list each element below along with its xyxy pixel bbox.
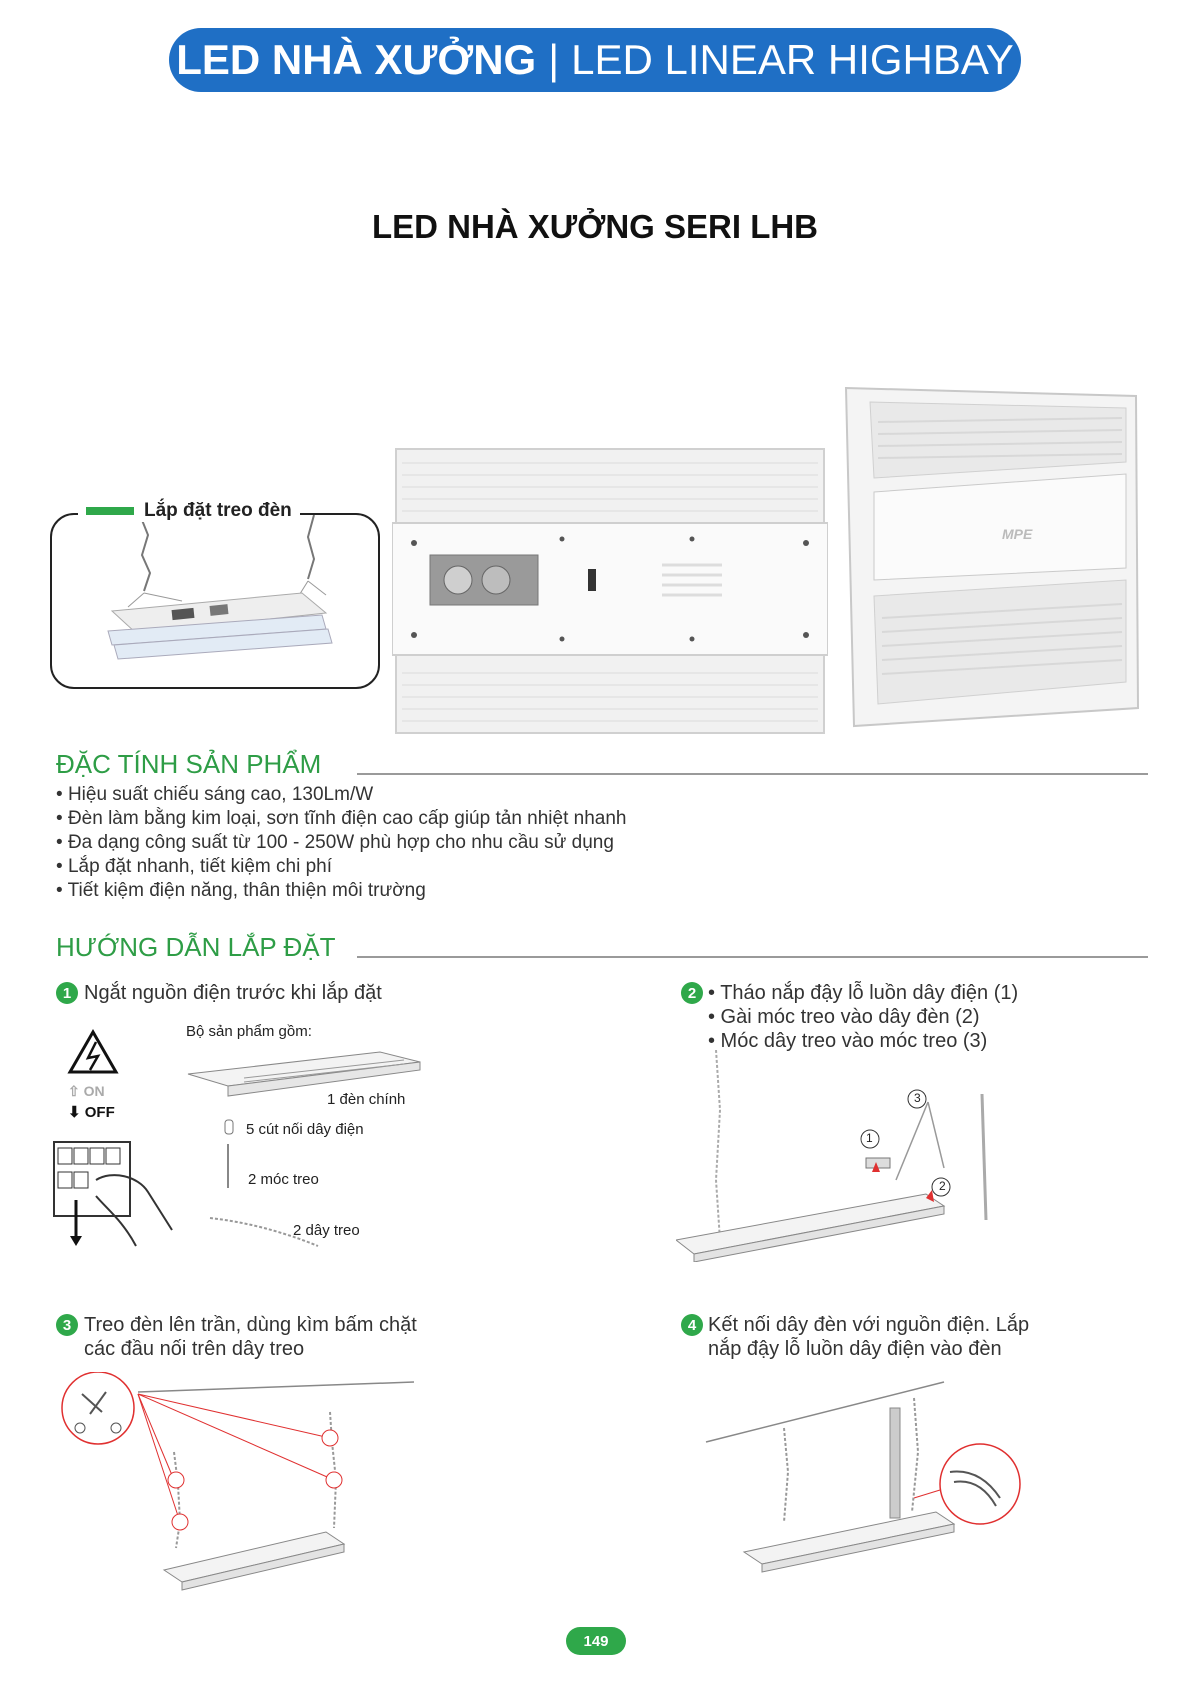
step-2-line-1: • Tháo nắp đậy lỗ luồn dây điện (1) [708,982,1019,1004]
step-4-line-1: Kết nối dây đèn với nguồn điện. Lắp [708,1314,1030,1336]
electric-warning-icon [66,1028,120,1076]
feature-item: • Tiết kiệm điện năng, thân thiện môi trường [56,879,626,903]
product-series-title: LED NHÀ XƯỞNG SERI LHB [371,208,819,245]
kit-item-main-lamp: 1 đèn chính [327,1091,406,1108]
install-label-wrap [78,500,300,522]
feature-item: • Đèn làm bằng kim loại, sơn tĩnh điện cao cấp giúp tản nhiệt nhanh [56,807,626,831]
step-3-illustration [54,1372,414,1594]
hanging-lamp-illustration [52,515,378,687]
step-2-number: 2 [681,982,703,1004]
hook-icon [222,1142,234,1190]
features-divider [357,773,1148,775]
step-2-illustration [676,1050,996,1262]
switch-on-label: ⇧ ON [68,1083,105,1099]
arrow-down-icon: ⬇ [68,1104,81,1121]
product-image-back [392,443,828,735]
step-4-line-2: nắp đậy lỗ luồn dây điện vào đèn [708,1338,1002,1360]
banner-bold-text: LED NHÀ XƯỞNG [176,36,537,83]
guide-divider [357,956,1148,958]
callout-3: 3 [914,1091,921,1105]
step-3-line-1: Treo đèn lên trần, dùng kìm bấm chặt [84,1314,417,1336]
wire-connector-icon [222,1118,236,1138]
install-label: Lắp đặt treo đèn [144,500,292,521]
step-4-number: 4 [681,1314,703,1336]
banner-separator: | [548,36,560,83]
page-number: 149 [566,1627,626,1655]
feature-item: • Đa dạng công suất từ 100 - 250W phù hợp cho nhu cầu sử dụng [56,831,626,855]
kit-item-hooks: 2 móc treo [248,1171,319,1188]
step-1-number: 1 [56,982,78,1004]
features-section-title: ĐẶC TÍNH SẢN PHẨM [56,749,322,779]
switch-off-label: ⬇ OFF [68,1104,115,1121]
kit-item-connectors: 5 cút nối dây điện [246,1121,364,1138]
feature-item: • Hiệu suất chiếu sáng cao, 130Lm/W [56,783,626,807]
arrow-up-icon: ⇧ [68,1083,80,1099]
kit-item-wires: 2 dây treo [293,1222,360,1239]
callout-2: 2 [939,1179,946,1193]
header-banner [169,28,1021,92]
green-accent-bar [86,507,134,515]
kit-title: Bộ sản phẩm gồm: [186,1023,312,1040]
feature-item: • Lắp đặt nhanh, tiết kiệm chi phí [56,855,626,879]
features-list [56,783,626,903]
step-4-illustration [704,1372,1024,1594]
step-3-number: 3 [56,1314,78,1336]
callout-1: 1 [866,1131,873,1145]
guide-section-title: HƯỚNG DẪN LẮP ĐẶT [56,932,336,962]
step-2-line-2: • Gài móc treo vào dây đèn (2) [708,1006,980,1028]
product-image-angled [826,382,1148,734]
brand-mark: MPE [1002,526,1033,542]
installation-preview-box [50,513,380,689]
breaker-panel-illustration [52,1140,182,1250]
step-1-text: Ngắt nguồn điện trước khi lắp đặt [84,982,382,1004]
banner-light-text: LED LINEAR HIGHBAY [571,36,1014,83]
step-3-line-2: các đầu nối trên dây treo [84,1338,305,1360]
step-2-line-3: • Móc dây treo vào móc treo (3) [708,1030,988,1052]
